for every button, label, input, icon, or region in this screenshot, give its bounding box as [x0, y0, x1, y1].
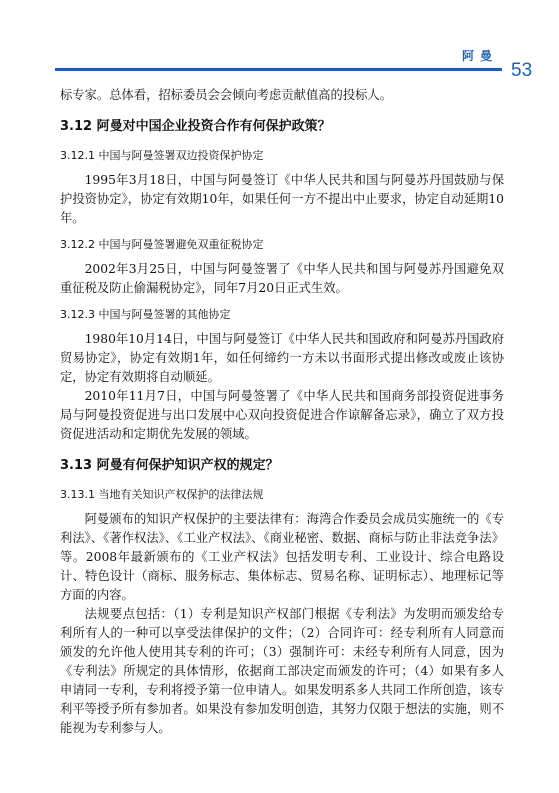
running-header: 阿曼	[462, 49, 499, 63]
header-rule	[55, 68, 502, 71]
paragraph: 1995年3月18日，中国与阿曼签订《中华人民共和国与阿曼苏丹国鼓励与保护投资协定》，协定有效期10年，如果任何一方不提出中止要求，协定自动延期10年。	[60, 173, 504, 225]
paragraph: 1980年10月14日，中国与阿曼签订《中华人民共和国政府和阿曼苏丹国政府贸易协定》，协定有效期1年，如任何缔约一方未以书面形式提出修改或废止该协定，协定有效期将自动顺延。	[60, 332, 504, 384]
subsection-title-3-12-3: 3.12.3 中国与阿曼签署的其他协定	[60, 308, 231, 321]
section-title-3-13: 3.13 阿曼有何保护知识产权的规定？	[60, 458, 279, 473]
section-title-3-12: 3.12 阿曼对中国企业投资合作有何保护政策？	[60, 119, 331, 134]
paragraph: 2010年11月7日，中国与阿曼签署了《中华人民共和国商务部投资促进事务局与阿曼投资促进与出口发展中心双向投资促进合作谅解备忘录》，确立了双方投资促进活动和定期优先发展的领域。	[60, 389, 504, 441]
subsection-title-3-12-1: 3.12.1 中国与阿曼签署双边投资保护协定	[60, 149, 264, 162]
page-number: 53	[511, 60, 533, 81]
intro-paragraph: 标专家。总体看，招标委员会会倾向考虑贡献值高的投标人。	[60, 88, 393, 102]
paragraph: 法规要点包括：（1）专利是知识产权部门根据《专利法》为发明而颁发给专利所有人的一种可以享受法律保护的文件；（2）合同许可：经专利所有人同意而颁发的允许他人使用其专利的许可；（3）强制许可：未经专利所有人同意，因为《专利法》所规定的具体情形，依据商工部决定而颁发的许可；（4）如果有多人申请同一专利，专利将授予第一位申请人。如果发明系多人共同工作所创造，该专利平等授予所有参加者。如果没有参加发明创造，其努力仅限于想法的实施，则不能视为专利参与人。	[60, 607, 504, 735]
page-body	[60, 86, 504, 738]
paragraph: 阿曼颁布的知识产权保护的主要法律有：海湾合作委员会成员实施统一的《专利法》、《著作权法》、《工业产权法》、《商业秘密、数据、商标与防止非法竞争法》等。2008年最新颁布的《工业产权法》包括发明专利、工业设计、综合电路设计、特色设计（商标、服务标志、集体标志、贸易名称、证明标志）、地理标记等方面的内容。	[60, 512, 504, 602]
paragraph: 2002年3月25日，中国与阿曼签署了《中华人民共和国与阿曼苏丹国避免双重征税及防止偷漏税协定》，同年7月20日正式生效。	[60, 262, 504, 295]
subsection-title-3-12-2: 3.12.2 中国与阿曼签署避免双重征税协定	[60, 238, 264, 251]
subsection-title-3-13-1: 3.13.1 当地有关知识产权保护的法律法规	[60, 488, 264, 501]
